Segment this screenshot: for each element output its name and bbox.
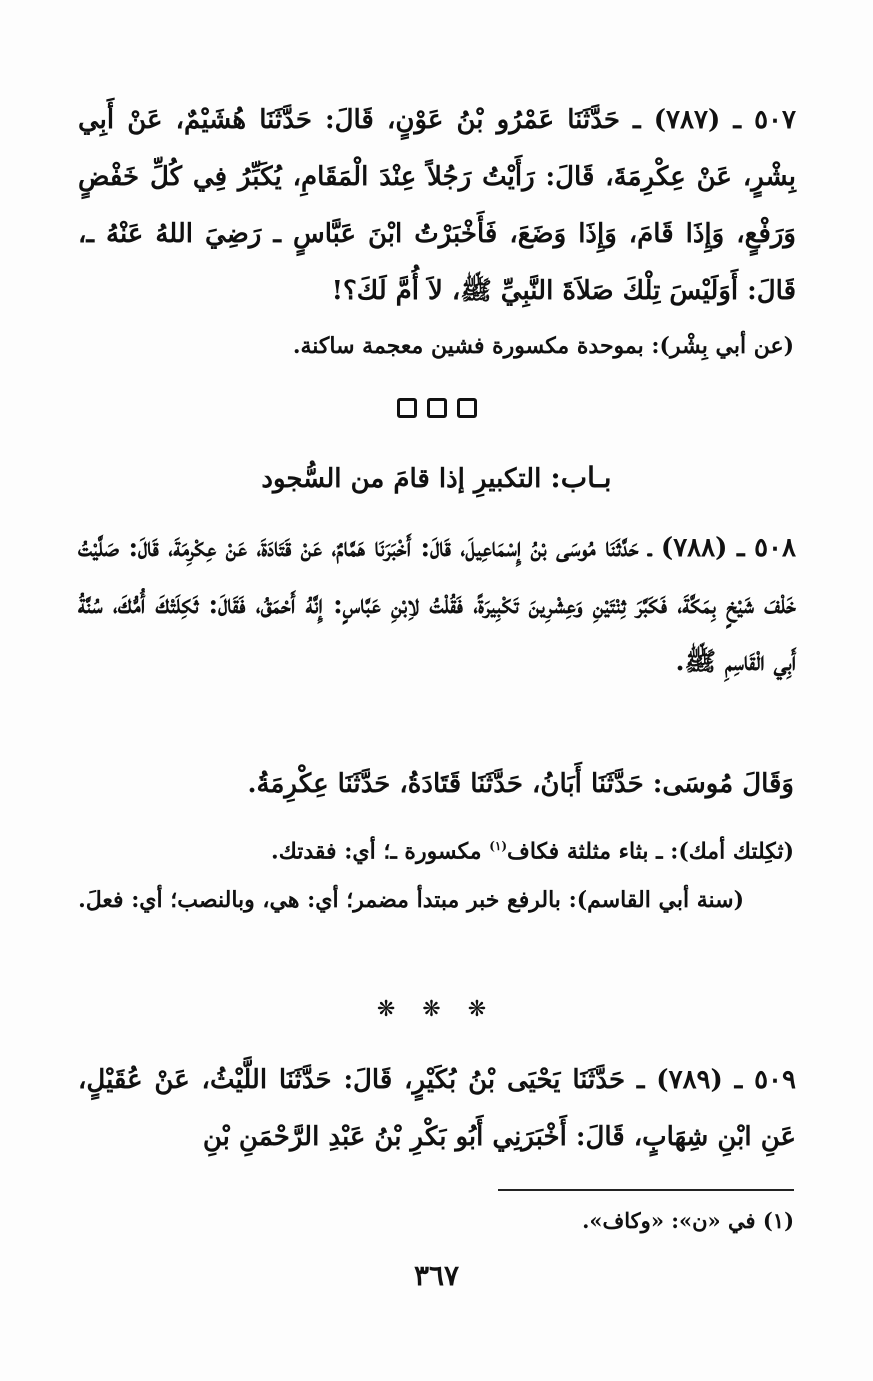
hadith-508-note1 <box>126 820 794 877</box>
footnote-ref[interactable]: (١) <box>489 839 508 853</box>
footnote: (١) في «ن»: «وكاف». <box>582 1208 794 1233</box>
hadith-507-note: (عن أبي بِشْر): بموحدة مكسورة فشين معجمة ساكنة. <box>292 333 794 359</box>
hadith-507-text: ٥٠٧ ـ (٧٨٧) ـ حَدَّثَنَا عَمْرُو بْنُ عَوْنٍ، قَالَ: حَدَّثَنَا هُشَيْمٌ، عَنْ أَبِي بِشْرٍ، عَنْ عِكْرِمَةَ، قَالَ: رَأَيْتُ رَجُلاً عِنْدَ الْمَقَامِ، يُكَبِّرُ فِي كُلِّ خَفْضٍ وَرَفْعٍ، وَإِذَا قَامَ، وَإِذَا وَضَعَ، فَأَخْبَرْتُ ابْنَ عَبَّاسٍ ـ رَضِيَ اللهُ عَنْهُ ـ، قَالَ: أَوَلَيْسَ تِلْكَ صَلاَةَ النَّبِيِّ ﷺ، لاَ أُمَّ لَكَ؟! <box>78 105 796 306</box>
hadith-508-text: ٥٠٨ ـ (٧٨٨) ـ حَدَّثَنَا مُوسَى بْنُ إِسْمَاعِيلَ، قَالَ: أَخْبَرَنَا هَمَّامٌ، عَنْ قَتَادَةَ، عَنْ عِكْرِمَةَ، قَالَ: صَلَّيْتُ خَلْفَ شَيْخٍ بِمَكَّةَ، فَكَبَّرَ ثِنْتَيْنِ وَعِشْرِينَ تَكْبِيرَةً، فَقُلْتُ لاِبْنِ عَبَّاسٍ: إِنَّهُ أَحْمَقُ، فَقَالَ: ثَكِلَتْكَ أُمُّكَ، سُنَّةُ أَبِي الْقَاسِمِ ﷺ. <box>78 533 796 677</box>
chapter-heading <box>0 458 873 499</box>
chapter-title: التكبيرِ إذا قامَ من السُّجود <box>261 464 542 494</box>
hadith-508-text2: وَقَالَ مُوسَى: حَدَّثَنَا أَبَانُ، حَدَّثَنَا قَتَادَةُ، حَدَّثَنَا عِكْرِمَةُ. <box>247 769 794 799</box>
hadith-508-note2: (سنة أبي القاسم): بالرفع خبر مبتدأ مضمر؛ أي: هي، وبالنصب؛ أي: فعلَ. <box>78 887 744 913</box>
page-number: ٣٦٧ <box>413 1259 460 1292</box>
chapter-label: بـاب: <box>550 461 612 494</box>
square-ornament-icon <box>397 398 417 418</box>
note1-part-a: (ثكِلتك أمك): ـ بثاء مثلثة فكاف <box>507 838 794 865</box>
note1-part-b: مكسورة ـ؛ أي: فقدتك. <box>271 838 482 865</box>
section-separator <box>0 398 873 428</box>
square-ornament-icon <box>457 398 477 418</box>
stars-separator: ❋ ❋ ❋ <box>376 997 497 1022</box>
hadith-509-text: ٥٠٩ ـ (٧٨٩) ـ حَدَّثَنَا يَحْيَى بْنُ بُكَيْرٍ، قَالَ: حَدَّثَنَا اللَّيْثُ، عَنْ عُقَيْلٍ، عَنِ ابْنِ شِهَابٍ، قَالَ: أَخْبَرَنِي أَبُو بَكْرِ بْنُ عَبْدِ الرَّحْمَنِ بْنِ <box>78 1065 796 1152</box>
square-ornament-icon <box>427 398 447 418</box>
footnote-divider <box>498 1189 794 1191</box>
